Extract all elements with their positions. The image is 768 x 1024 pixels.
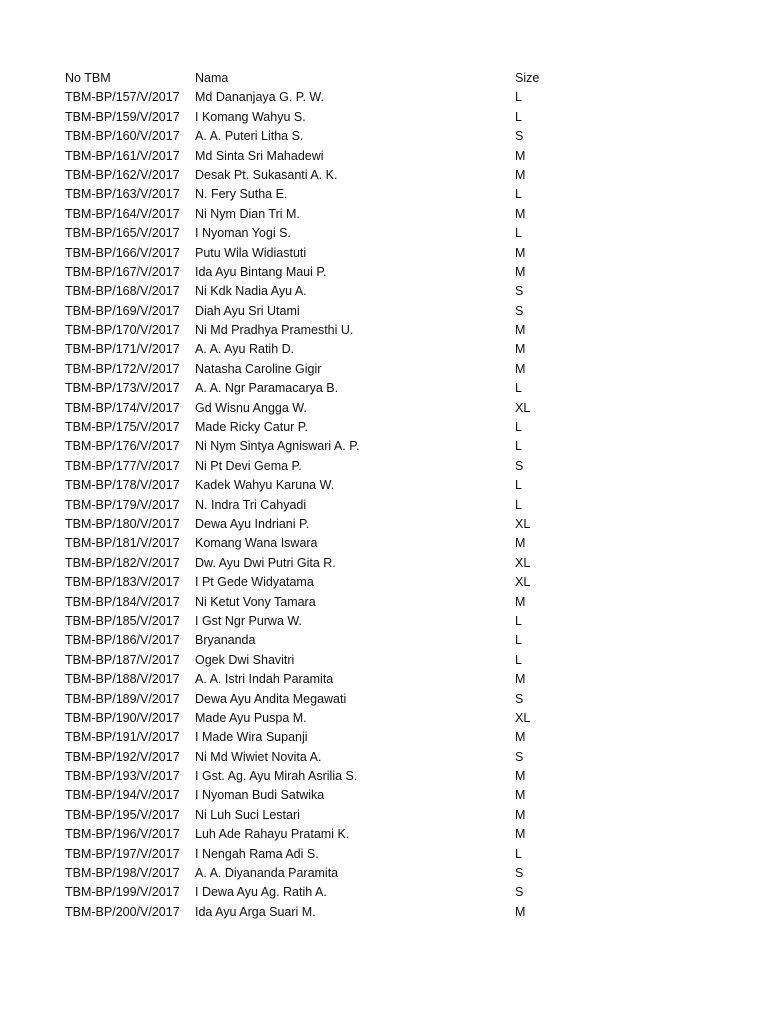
cell-no-tbm: TBM-BP/197/V/2017 [65, 846, 180, 861]
cell-nama: Ni Kdk Nadia Ayu A. [195, 284, 307, 299]
cell-size: M [515, 167, 526, 182]
cell-no-tbm: TBM-BP/168/V/2017 [65, 284, 180, 299]
table-row [0, 593, 768, 612]
cell-no-tbm: TBM-BP/186/V/2017 [65, 633, 180, 648]
cell-nama: I Pt Gede Widyatama [195, 575, 314, 590]
cell-no-tbm: TBM-BP/159/V/2017 [65, 109, 180, 124]
cell-nama: I Komang Wahyu S. [195, 109, 306, 124]
cell-size: M [515, 323, 526, 338]
cell-nama: I Gst. Ag. Ayu Mirah Asrilia S. [195, 769, 358, 784]
cell-no-tbm: TBM-BP/183/V/2017 [65, 575, 180, 590]
table-row [0, 166, 768, 185]
table-row [0, 88, 768, 107]
cell-size: M [515, 594, 526, 609]
table-row [0, 244, 768, 263]
cell-nama: Ida Ayu Arga Suari M. [195, 904, 316, 919]
cell-size: L [515, 226, 522, 241]
cell-no-tbm: TBM-BP/157/V/2017 [65, 90, 180, 105]
table-row [0, 418, 768, 437]
table-row [0, 282, 768, 301]
cell-nama: Ni Md Pradhya Pramesthi U. [195, 323, 354, 338]
cell-nama: Natasha Caroline Gigir [195, 361, 322, 376]
cell-size: L [515, 478, 522, 493]
cell-no-tbm: TBM-BP/165/V/2017 [65, 226, 180, 241]
table-row [0, 670, 768, 689]
cell-size: M [515, 245, 526, 260]
table-row [0, 437, 768, 456]
table-row [0, 825, 768, 844]
cell-size: S [515, 691, 524, 706]
cell-no-tbm: TBM-BP/171/V/2017 [65, 342, 180, 357]
cell-size: XL [515, 400, 531, 415]
cell-nama: Dewa Ayu Indriani P. [195, 516, 310, 531]
cell-size: M [515, 827, 526, 842]
cell-size: L [515, 633, 522, 648]
table-row [0, 903, 768, 922]
table-row [0, 845, 768, 864]
cell-size: L [515, 439, 522, 454]
cell-nama: A. A. Ngr Paramacarya B. [195, 381, 339, 396]
table-row [0, 302, 768, 321]
cell-size: XL [515, 555, 531, 570]
cell-no-tbm: TBM-BP/187/V/2017 [65, 652, 180, 667]
cell-size: S [515, 749, 524, 764]
cell-no-tbm: TBM-BP/185/V/2017 [65, 613, 180, 628]
header-no-tbm: No TBM [65, 71, 111, 85]
cell-size: L [515, 652, 522, 667]
cell-size: M [515, 807, 526, 822]
cell-nama: I Dewa Ayu Ag. Ratih A. [195, 885, 327, 900]
cell-no-tbm: TBM-BP/200/V/2017 [65, 904, 180, 919]
cell-size: M [515, 361, 526, 376]
table-row [0, 728, 768, 747]
table-row [0, 185, 768, 204]
cell-size: M [515, 206, 526, 221]
cell-nama: I Made Wira Supanji [195, 730, 308, 745]
cell-no-tbm: TBM-BP/196/V/2017 [65, 827, 180, 842]
cell-size: L [515, 187, 522, 202]
cell-no-tbm: TBM-BP/180/V/2017 [65, 516, 180, 531]
cell-no-tbm: TBM-BP/193/V/2017 [65, 769, 180, 784]
cell-no-tbm: TBM-BP/175/V/2017 [65, 420, 180, 435]
cell-nama: A. A. Ayu Ratih D. [195, 342, 295, 357]
cell-no-tbm: TBM-BP/169/V/2017 [65, 303, 180, 318]
table-header-row [0, 69, 768, 88]
cell-nama: Md Sinta Sri Mahadewi [195, 148, 324, 163]
table-row [0, 399, 768, 418]
cell-nama: A. A. Puteri Litha S. [195, 129, 304, 144]
cell-size: L [515, 497, 522, 512]
cell-size: M [515, 148, 526, 163]
table-row [0, 379, 768, 398]
cell-size: L [515, 613, 522, 628]
cell-nama: Ogek Dwi Shavitri [195, 652, 295, 667]
table-row [0, 360, 768, 379]
cell-size: S [515, 284, 524, 299]
cell-nama: Kadek Wahyu Karuna W. [195, 478, 335, 493]
cell-no-tbm: TBM-BP/181/V/2017 [65, 536, 180, 551]
cell-nama: Dw. Ayu Dwi Putri Gita R. [195, 555, 336, 570]
table-row [0, 476, 768, 495]
table-row [0, 340, 768, 359]
cell-size: M [515, 264, 526, 279]
cell-nama: Ni Nym Sintya Agniswari A. P. [195, 439, 360, 454]
cell-nama: Ni Md Wiwiet Novita A. [195, 749, 322, 764]
header-nama: Nama [195, 71, 229, 85]
cell-no-tbm: TBM-BP/190/V/2017 [65, 710, 180, 725]
cell-no-tbm: TBM-BP/172/V/2017 [65, 361, 180, 376]
cell-no-tbm: TBM-BP/184/V/2017 [65, 594, 180, 609]
table-row [0, 690, 768, 709]
table-row [0, 786, 768, 805]
cell-no-tbm: TBM-BP/173/V/2017 [65, 381, 180, 396]
cell-size: M [515, 342, 526, 357]
cell-size: M [515, 730, 526, 745]
table-row [0, 709, 768, 728]
cell-no-tbm: TBM-BP/194/V/2017 [65, 788, 180, 803]
cell-no-tbm: TBM-BP/167/V/2017 [65, 264, 180, 279]
table-row [0, 263, 768, 282]
cell-nama: Luh Ade Rahayu Pratami K. [195, 827, 350, 842]
cell-nama: Ni Pt Devi Gema P. [195, 458, 302, 473]
cell-no-tbm: TBM-BP/189/V/2017 [65, 691, 180, 706]
table-row [0, 205, 768, 224]
cell-size: L [515, 90, 522, 105]
cell-no-tbm: TBM-BP/177/V/2017 [65, 458, 180, 473]
table-row [0, 883, 768, 902]
cell-nama: Made Ayu Puspa M. [195, 710, 307, 725]
cell-no-tbm: TBM-BP/163/V/2017 [65, 187, 180, 202]
cell-size: S [515, 885, 524, 900]
table-row [0, 108, 768, 127]
table-row [0, 534, 768, 553]
cell-size: S [515, 303, 524, 318]
registration-table [0, 69, 768, 922]
cell-nama: Putu Wila Widiastuti [195, 245, 307, 260]
cell-no-tbm: TBM-BP/162/V/2017 [65, 167, 180, 182]
table-row [0, 554, 768, 573]
cell-no-tbm: TBM-BP/178/V/2017 [65, 478, 180, 493]
cell-no-tbm: TBM-BP/182/V/2017 [65, 555, 180, 570]
cell-no-tbm: TBM-BP/164/V/2017 [65, 206, 180, 221]
table-row [0, 806, 768, 825]
cell-nama: Ni Luh Suci Lestari [195, 807, 300, 822]
cell-nama: N. Indra Tri Cahyadi [195, 497, 307, 512]
cell-nama: I Nyoman Yogi S. [195, 226, 291, 241]
header-size: Size [515, 71, 540, 85]
cell-nama: Ni Nym Dian Tri M. [195, 206, 300, 221]
cell-no-tbm: TBM-BP/179/V/2017 [65, 497, 180, 512]
cell-size: S [515, 458, 524, 473]
table-row [0, 864, 768, 883]
cell-nama: Ni Ketut Vony Tamara [195, 594, 316, 609]
cell-nama: I Nengah Rama Adi S. [195, 846, 319, 861]
cell-no-tbm: TBM-BP/198/V/2017 [65, 866, 180, 881]
cell-no-tbm: TBM-BP/191/V/2017 [65, 730, 180, 745]
cell-nama: A. A. Diyananda Paramita [195, 866, 339, 881]
cell-nama: Desak Pt. Sukasanti A. K. [195, 167, 338, 182]
table-row [0, 127, 768, 146]
cell-no-tbm: TBM-BP/161/V/2017 [65, 148, 180, 163]
cell-nama: Ida Ayu Bintang Maui P. [195, 264, 327, 279]
cell-no-tbm: TBM-BP/195/V/2017 [65, 807, 180, 822]
cell-size: XL [515, 516, 531, 531]
cell-nama: Bryananda [195, 633, 256, 648]
cell-size: M [515, 769, 526, 784]
table-row [0, 631, 768, 650]
cell-size: L [515, 381, 522, 396]
cell-nama: Komang Wana Iswara [195, 536, 318, 551]
table-row [0, 573, 768, 592]
cell-no-tbm: TBM-BP/170/V/2017 [65, 323, 180, 338]
cell-size: XL [515, 710, 531, 725]
table-row [0, 224, 768, 243]
cell-no-tbm: TBM-BP/176/V/2017 [65, 439, 180, 454]
cell-size: M [515, 904, 526, 919]
cell-nama: N. Fery Sutha E. [195, 187, 288, 202]
cell-no-tbm: TBM-BP/160/V/2017 [65, 129, 180, 144]
cell-no-tbm: TBM-BP/166/V/2017 [65, 245, 180, 260]
cell-no-tbm: TBM-BP/192/V/2017 [65, 749, 180, 764]
table-row [0, 496, 768, 515]
cell-size: M [515, 672, 526, 687]
cell-size: XL [515, 575, 531, 590]
cell-size: M [515, 788, 526, 803]
cell-size: L [515, 420, 522, 435]
table-row [0, 515, 768, 534]
cell-size: L [515, 846, 522, 861]
cell-nama: Dewa Ayu Andita Megawati [195, 691, 347, 706]
table-row [0, 651, 768, 670]
cell-nama: I Nyoman Budi Satwika [195, 788, 325, 803]
cell-size: M [515, 536, 526, 551]
cell-no-tbm: TBM-BP/188/V/2017 [65, 672, 180, 687]
cell-size: L [515, 109, 522, 124]
table-body [0, 88, 768, 922]
cell-nama: Diah Ayu Sri Utami [195, 303, 300, 318]
cell-nama: A. A. Istri Indah Paramita [195, 672, 334, 687]
cell-size: S [515, 866, 524, 881]
table-row [0, 767, 768, 786]
cell-no-tbm: TBM-BP/199/V/2017 [65, 885, 180, 900]
cell-nama: Gd Wisnu Angga W. [195, 400, 307, 415]
table-row [0, 321, 768, 340]
table-row [0, 748, 768, 767]
table-row [0, 457, 768, 476]
cell-size: S [515, 129, 524, 144]
cell-nama: I Gst Ngr Purwa W. [195, 613, 302, 628]
cell-nama: Md Dananjaya G. P. W. [195, 90, 324, 105]
cell-no-tbm: TBM-BP/174/V/2017 [65, 400, 180, 415]
table-row [0, 612, 768, 631]
cell-nama: Made Ricky Catur P. [195, 420, 309, 435]
table-row [0, 147, 768, 166]
